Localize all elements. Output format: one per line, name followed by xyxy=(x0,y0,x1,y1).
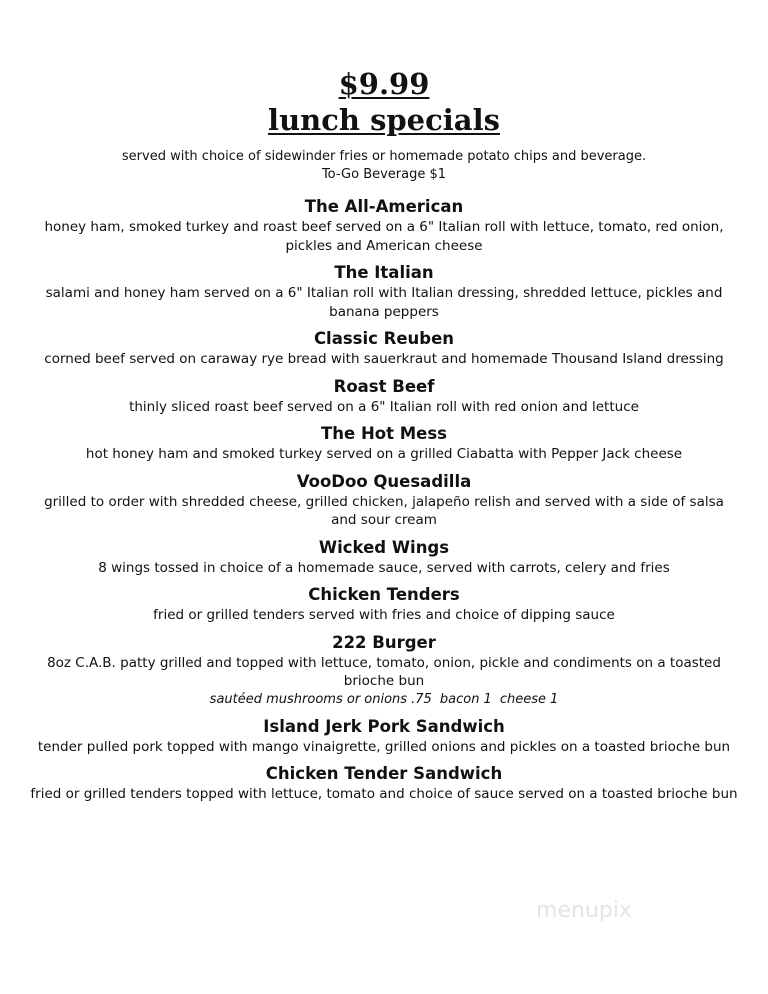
item-name: Chicken Tenders xyxy=(308,585,460,604)
menu-item-all-american xyxy=(30,196,738,255)
addon-cheese-label: cheese xyxy=(499,691,547,707)
menu-item-island-jerk-pork xyxy=(30,716,738,757)
menu-item-chicken-tenders xyxy=(30,584,738,625)
menu-item-classic-reuben xyxy=(30,328,738,369)
menu-item-italian xyxy=(30,262,738,321)
item-name: The All-American xyxy=(304,197,464,216)
addon-bacon-label: bacon xyxy=(439,691,480,707)
item-name: Chicken Tender Sandwich xyxy=(265,764,503,783)
item-description: hot honey ham and smoked turkey served on a grilled Ciabatta with Pepper Jack cheese xyxy=(85,446,683,462)
togo-beverage-note: To-Go Beverage $1 xyxy=(321,167,447,182)
menu-item-wicked-wings xyxy=(30,537,738,578)
lunch-specials-heading: lunch specials xyxy=(268,103,500,137)
item-description: 8 wings tossed in choice of a homemade sauce, served with carrots, celery and fries xyxy=(98,559,670,576)
item-description: fried or grilled tenders topped with lettuce, tomato and choice of sauce served on a toasted brioche bun xyxy=(30,786,738,802)
menu-item-chicken-tender-sandwich xyxy=(30,763,738,804)
menu-item-roast-beef xyxy=(30,376,738,417)
addon-mushrooms-onions-label: sautéed mushrooms or onions xyxy=(209,691,408,707)
item-name: 222 Burger xyxy=(332,632,436,652)
burger-addons xyxy=(30,691,738,709)
item-description: grilled to order with shredded cheese, grilled chicken, jalapeño relish and served with a side of salsa and sour cream xyxy=(44,493,724,528)
item-description: salami and honey ham served on a 6" Italian roll with Italian dressing, shredded lettuce, pickles and banana peppers xyxy=(45,285,723,320)
menu-item-hot-mess xyxy=(30,423,738,464)
item-description: honey ham, smoked turkey and roast beef served on a 6" Italian roll with lettuce, tomato, red onion, pickles and American cheese xyxy=(44,219,724,254)
item-name: Island Jerk Pork Sandwich xyxy=(263,716,505,736)
item-name: Classic Reuben xyxy=(313,329,455,348)
item-name: The Italian xyxy=(334,263,434,282)
sides-note: served with choice of sidewinder fries or homemade potato chips and beverage. xyxy=(121,149,647,164)
intro-note xyxy=(0,148,768,184)
item-description: tender pulled pork topped with mango vinaigrette, grilled onions and pickles on a toasted brioche bun xyxy=(37,738,731,755)
addon-cheese-price: 1 xyxy=(550,691,559,707)
menu-item-voodoo-quesadilla xyxy=(30,471,738,530)
item-name: VooDoo Quesadilla xyxy=(296,471,472,491)
addon-bacon-price: 1 xyxy=(483,691,492,707)
menu-header xyxy=(0,66,768,138)
item-name: The Hot Mess xyxy=(321,424,447,443)
menu-item-list xyxy=(30,196,738,811)
item-description: corned beef served on caraway rye bread with sauerkraut and homemade Thousand Island dressing xyxy=(44,351,724,367)
item-name: Roast Beef xyxy=(333,376,435,396)
addon-mushrooms-onions-price: .75 xyxy=(411,691,432,707)
menu-item-222-burger xyxy=(30,632,738,709)
item-description: 8oz C.A.B. patty grilled and topped with lettuce, tomato, onion, pickle and condiments on a toasted brioche bun xyxy=(47,654,721,689)
item-name: Wicked Wings xyxy=(318,537,450,557)
menupix-watermark: menupix xyxy=(536,898,632,923)
item-description: thinly sliced roast beef served on a 6" Italian roll with red onion and lettuce xyxy=(129,398,639,415)
price-heading: $9.99 xyxy=(338,67,430,101)
item-description: fried or grilled tenders served with fries and choice of dipping sauce xyxy=(153,607,615,623)
